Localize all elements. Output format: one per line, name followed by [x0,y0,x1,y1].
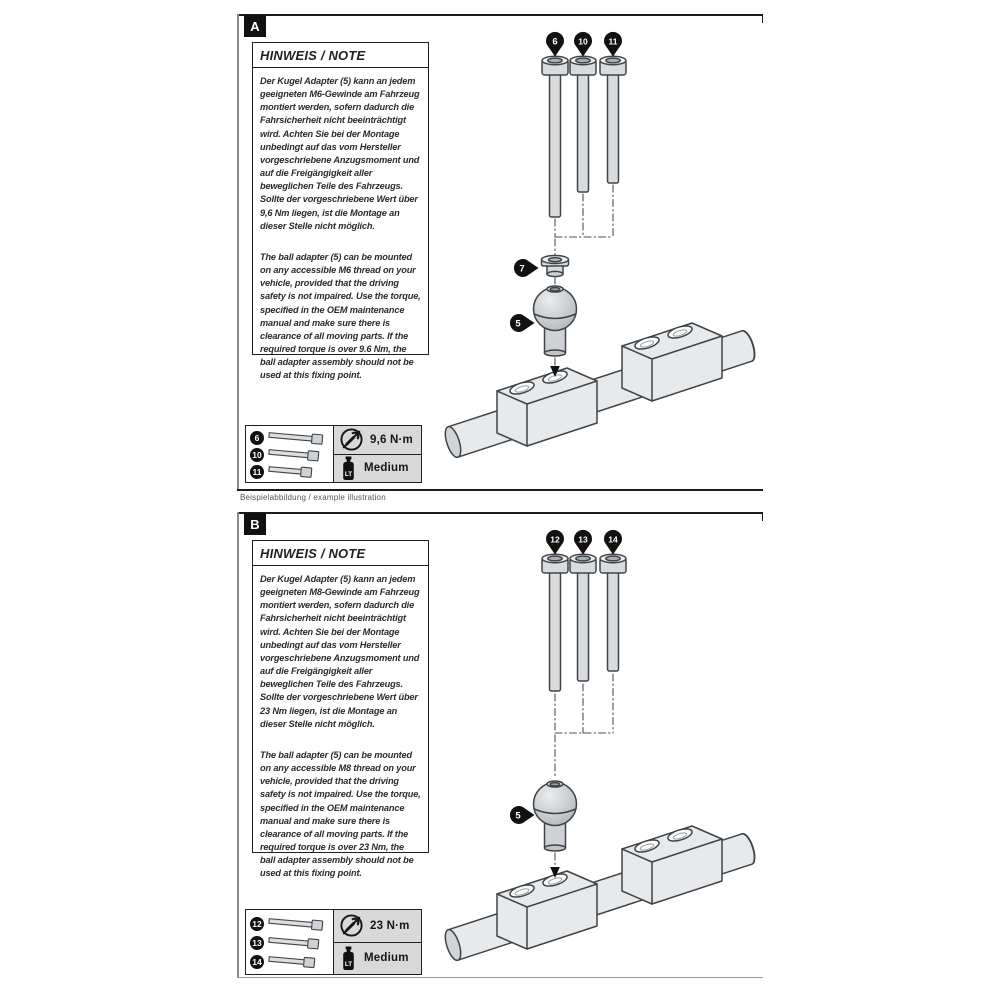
handlebar-mount [442,826,758,962]
screw-10 [570,56,596,192]
screw-icon [267,954,329,969]
marker-screw-1 [546,32,564,57]
screw-badge: 6 [250,431,264,445]
note-title: HINWEIS / NOTE [253,541,428,566]
marker-ball [510,314,535,332]
assembly-diagram-a [435,22,765,490]
svg-text:11: 11 [608,36,618,47]
svg-text:5: 5 [515,318,521,330]
note-box-a [252,42,429,381]
panel-b-left-border [237,512,239,978]
note-text-english: The ball adapter (5) can be mounted on any accessible M8 thread on your vehicle, provided that the driving safety is not impaired. Use the torque, specified in the OEM maintenance manual and make sure there is clearance of all moving parts. If the required torque is over 23 Nm, the ball adapter assembly should not be used at this fixing point. [260,749,421,879]
threadlocker-bottle-icon [339,456,358,481]
marker-washer [514,259,539,277]
note-text-english: The ball adapter (5) can be mounted on any accessible M6 thread on your vehicle, provided that the driving safety is not impaired. Use the torque, specified in the OEM maintenance manual and make sure there is clearance of all moving parts. If the required torque is over 9.6 Nm, the ball adapter assembly should not be used at this fixing point. [260,251,421,381]
panel-a-top-border [237,14,763,16]
screw-11 [600,56,626,183]
screw-badge: 14 [250,955,264,969]
marker-screw-2 [574,530,592,555]
screw-14 [600,554,626,671]
torque-row [334,426,421,455]
note-title: HINWEIS / NOTE [253,43,428,68]
note-body [253,68,428,382]
example-illustration-caption: Beispielabbildung / example illustration [240,493,386,502]
svg-text:6: 6 [552,36,558,48]
svg-text:12: 12 [550,534,560,545]
svg-text:LT: LT [344,960,353,968]
legend-screw-row [250,935,329,950]
panel-a [237,14,763,491]
note-text-german: Der Kugel Adapter (5) kann an jedem geeigneten M8-Gewinde am Fahrzeug montiert werden, sofern dadurch die Fahrsicherheit nicht beeinträchtigt wird. Achten Sie bei der Montage unbedingt auf das vom Hersteller vorgeschriebene Anzugsmoment und auf die Freigängigkeit aller beweglichen Teile des Fahrzeugs. Sollte der vorgeschriebene Wert über 23 Nm liegen, ist die Montage an dieser Stelle nicht möglich. [260,574,420,729]
svg-text:7: 7 [519,263,525,275]
panel-a-left-border [237,14,239,491]
legend-screw-row [250,447,329,462]
ball-adapter [534,781,577,851]
screw-icon [267,935,329,950]
screw-12 [542,554,568,691]
screw-badge: 10 [250,448,264,462]
threadlocker-row [334,943,421,975]
screw-6 [542,56,568,217]
screw-icon [267,447,329,462]
legend-table-b [245,909,422,975]
legend-screws-cell [246,426,334,482]
screw-badge: 13 [250,936,264,950]
marker-screw-2 [574,32,592,57]
panel-b [237,512,763,978]
panel-b-top-border [237,512,763,514]
threadlocker-row [334,455,421,483]
threadlocker-bottle-icon [339,946,358,971]
washer [542,256,569,277]
legend-screw-row [250,430,329,445]
svg-text:5: 5 [515,810,521,822]
svg-text:14: 14 [608,534,618,545]
torque-value: 23 N·m [370,919,410,932]
legend-screw-row [250,954,329,969]
marker-screw-1 [546,530,564,555]
threadlocker-grade: Medium [364,462,409,475]
torque-wrench-icon [339,913,364,938]
screw-icon [267,430,329,445]
ball-adapter [534,286,577,356]
panel-label-b: B [244,513,266,535]
legend-table-a [245,425,422,483]
svg-text:13: 13 [578,534,588,545]
marker-screw-3 [604,530,622,555]
note-body [253,566,428,880]
torque-value: 9,6 N·m [370,433,413,446]
screw-icon [267,464,329,479]
note-text-german: Der Kugel Adapter (5) kann an jedem geeigneten M6-Gewinde am Fahrzeug montiert werden, sofern dadurch die Fahrsicherheit nicht beeinträchtigt wird. Achten Sie bei der Montage unbedingt auf das vom Hersteller vorgeschriebene Anzugsmoment und auf die Freigängigkeit aller beweglichen Teile des Fahrzeugs. Sollte der vorgeschriebene Wert über 9,6 Nm liegen, ist die Montage an dieser Stelle nicht möglich. [260,76,420,231]
svg-text:10: 10 [578,36,588,47]
note-box-b [252,540,429,879]
svg-text:LT: LT [344,470,353,478]
legend-screw-row [250,464,329,479]
legend-screw-row [250,916,329,931]
handlebar-mount [442,323,758,459]
torque-row [334,910,421,943]
screw-icon [267,916,329,931]
marker-ball [510,806,535,824]
assembly-diagram-b [435,520,765,988]
screw-badge: 12 [250,917,264,931]
threadlocker-grade: Medium [364,952,409,965]
torque-wrench-icon [339,427,364,452]
marker-screw-3 [604,32,622,57]
screw-13 [570,554,596,681]
legend-screws-cell [246,910,334,974]
panel-label-a: A [244,15,266,37]
screw-badge: 11 [250,465,264,479]
